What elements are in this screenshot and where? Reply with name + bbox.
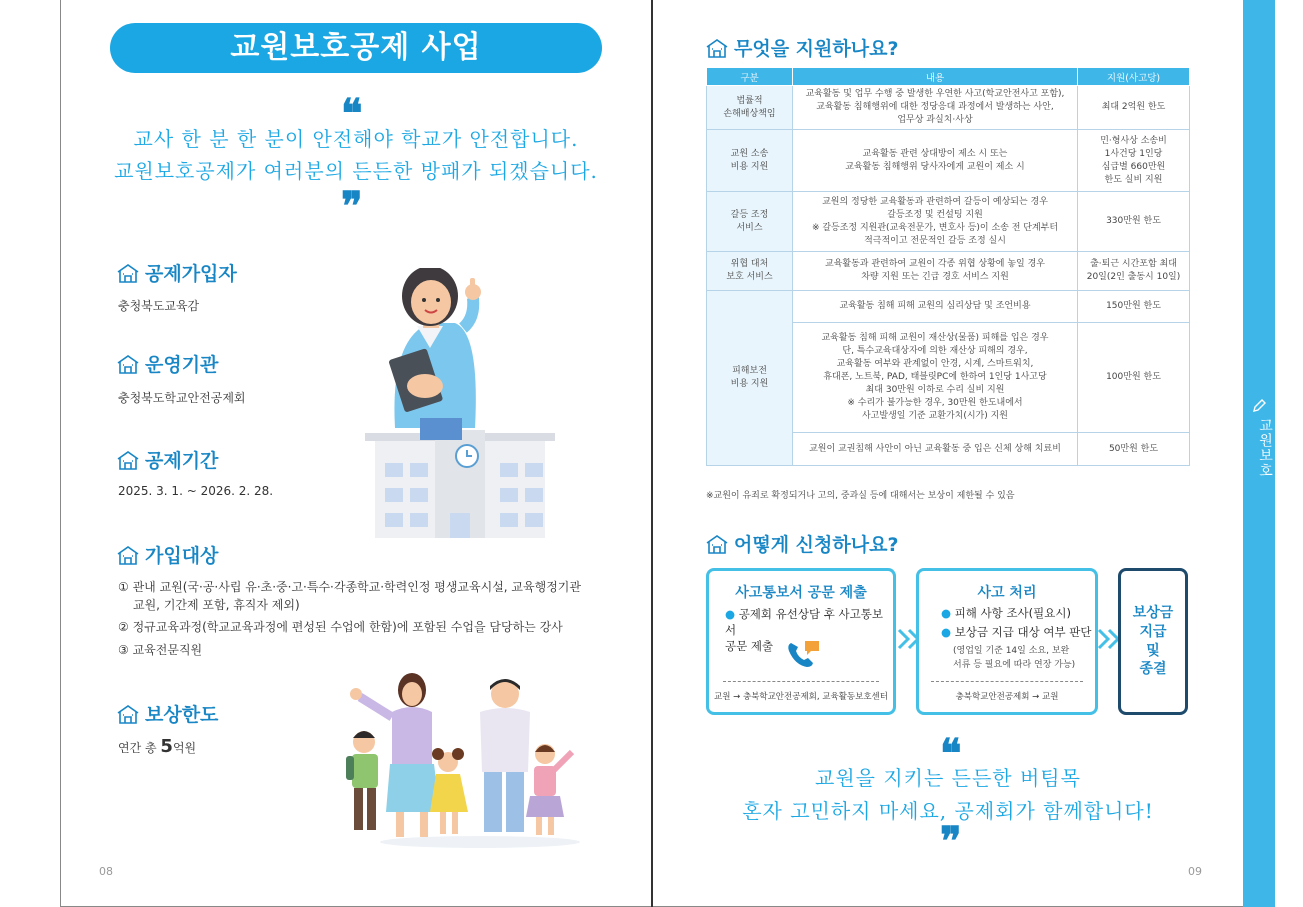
slogan-line-1: 교사 한 분 한 분이 안전해야 학교가 안전합니다. xyxy=(133,127,579,151)
school-icon xyxy=(117,263,139,283)
row-amount: 100만원 한도 xyxy=(1078,323,1190,433)
flow-step-2-divider xyxy=(931,681,1083,682)
table-header-content: 내용 xyxy=(793,68,1078,86)
table-footnote: ※교원이 유죄로 확정되거나 고의, 중과실 등에 대해서는 보상이 제한될 수 있음 xyxy=(706,491,1015,501)
section-operator-title: 운영기관 xyxy=(145,354,219,376)
flow-step-2 xyxy=(916,568,1098,715)
closing-line-2: 혼자 고민하지 마세요, 공제회가 함께합니다! xyxy=(742,799,1154,823)
subscriber-text: 충청북도교육감 xyxy=(118,299,200,313)
flow-step-2-item-1: ● 피해 사항 조사(필요시) xyxy=(941,606,1071,620)
operator-text: 충청북도학교안전공제회 xyxy=(118,391,246,405)
school-icon xyxy=(117,354,139,374)
section-apply-heading xyxy=(706,530,898,557)
side-tab xyxy=(1243,0,1275,907)
row-amount: 150만원 한도 xyxy=(1078,291,1190,323)
row-amount: 출·퇴근 시간포함 최대 20일(2인 출동시 10일) xyxy=(1078,252,1190,291)
teacher-school-illustration xyxy=(355,268,555,540)
phone-chat-icon xyxy=(785,639,821,671)
eligible-item-3: ③ 교육전문직원 xyxy=(118,643,203,657)
row-amount: 50만원 한도 xyxy=(1078,433,1190,466)
row-content: 교육활동 침해 피해 교원이 재산상(물품) 피해를 입은 경우 단, 특수교육대상자에 의한 재산상 피해의 경우, 교육활동 여부와 관계없이 안경, 시계, 스마트워치, 휴대폰, 노트북, PAD, 태블릿PC에 한하여 1인당 1사고당 최대 30만원 이하로 수리 실비 지원 ※ 수리가 불가능한 경우, 30만원 한도내에서 사고발생일 기준 교환가치(시가) 지원 xyxy=(793,323,1078,433)
table-header-category: 구분 xyxy=(707,68,793,86)
section-subscriber-heading xyxy=(117,259,237,286)
table-row xyxy=(707,130,1190,192)
school-icon xyxy=(706,534,728,554)
row-category: 갈등 조정 서비스 xyxy=(707,192,793,252)
section-support-heading xyxy=(706,34,898,61)
support-table xyxy=(706,67,1190,466)
school-icon xyxy=(117,450,139,470)
flow-step-1-footer: 교원 → 충북학교안전공제회, 교육활동보호센터 xyxy=(714,692,888,702)
page-number-right: 09 xyxy=(1188,865,1202,878)
family-illustration xyxy=(340,672,580,850)
table-row xyxy=(707,252,1190,291)
table-row xyxy=(707,86,1190,130)
row-amount: 민·형사상 소송비 1사건당 1인당 심급별 660만원 한도 실비 지원 xyxy=(1078,130,1190,192)
row-content: 교육활동 및 업무 수행 중 발생한 우연한 사고(학교안전사고 포함), 교육활동 침해행위에 대한 정당응대 과정에서 발생하는 사안, 업무상 과실치·사상 xyxy=(793,86,1078,130)
close-quote-icon: ❞ xyxy=(940,818,962,865)
row-content: 교육활동 관련 상대방이 제소 시 또는 교육활동 침해행위 당사자에게 교원이 제소 시 xyxy=(793,130,1078,192)
flow-step-2-note: (영업일 기준 14일 소요, 보완 서류 등 필요에 따라 연장 가능) xyxy=(953,646,1076,670)
row-category: 피해보전 비용 지원 xyxy=(707,291,793,466)
section-limit-heading xyxy=(117,700,218,727)
flow-step-1 xyxy=(706,568,896,715)
row-content: 교원의 정당한 교육활동과 관련하여 갈등이 예상되는 경우 갈등조정 및 컨설팅 지원 ※ 갈등조정 지원관(교육전문가, 변호사 등)이 소송 전 단계부터 적극적이고 전문적인 갈등 조정 실시 xyxy=(793,192,1078,252)
pencil-icon xyxy=(1251,398,1267,414)
eligible-item-2: ② 정규교육과정(학교교육과정에 편성된 수업에 한함)에 포함된 수업을 담당하는 강사 xyxy=(118,620,563,634)
slogan-line-2: 교원보호공제가 여러분의 든든한 방패가 되겠습니다. xyxy=(114,159,598,183)
open-quote-icon: ❝ xyxy=(341,90,363,137)
flow-step-2-item-2: ● 보상금 지급 대상 여부 판단 xyxy=(941,625,1092,639)
limit-text: 연간 총 5억원 xyxy=(118,736,197,757)
flow-step-1-divider xyxy=(723,681,879,682)
table-header-amount: 지원(사고당) xyxy=(1078,68,1190,86)
school-icon xyxy=(117,545,139,565)
row-content: 교원이 교권침해 사안이 아닌 교육활동 중 입은 신체 상해 치료비 xyxy=(793,433,1078,466)
table-row xyxy=(707,192,1190,252)
flow-step-2-title: 사고 처리 xyxy=(977,585,1037,601)
side-tab-label: 교원보호 xyxy=(1257,418,1273,478)
table-header-row xyxy=(707,68,1190,86)
open-quote-icon: ❝ xyxy=(940,730,962,777)
closing-line-1: 교원을 지키는 든든한 버팀목 xyxy=(815,766,1081,790)
row-category: 위협 대처 보호 서비스 xyxy=(707,252,793,291)
eligible-item-1: ① 관내 교원(국·공·사립 유·초·중·고·특수·각종학교·학력인정 평생교육시설, 교육행정기관 xyxy=(118,580,581,594)
school-icon xyxy=(706,38,728,58)
section-eligible-title: 가입대상 xyxy=(145,545,219,567)
page-number-left: 08 xyxy=(99,865,113,878)
section-period-title: 공제기간 xyxy=(145,450,219,472)
row-content: 교육활동 침해 피해 교원의 심리상담 및 조언비용 xyxy=(793,291,1078,323)
section-operator-heading xyxy=(117,350,218,377)
page-divider xyxy=(651,0,653,907)
section-eligible-heading xyxy=(117,541,218,568)
row-content: 교육활동과 관련하여 교원이 각종 위협 상황에 놓일 경우 차량 지원 또는 긴급 경호 서비스 지원 xyxy=(793,252,1078,291)
section-support-title: 무엇을 지원하나요? xyxy=(734,38,899,60)
flow-step-1-item: ● 공제회 유선상담 후 사고통보서 공문 제출 xyxy=(725,607,883,654)
period-text: 2025. 3. 1. ~ 2026. 2. 28. xyxy=(118,484,274,498)
flow-step-1-title: 사고통보서 공문 제출 xyxy=(735,585,867,601)
flow-step-3: 보상금 지급 및 종결 xyxy=(1118,568,1188,715)
page-title: 교원보호공제 사업 xyxy=(110,23,602,73)
section-subscriber-title: 공제가입자 xyxy=(145,263,237,285)
section-apply-title: 어떻게 신청하나요? xyxy=(734,534,899,556)
close-quote-icon: ❞ xyxy=(341,183,363,230)
row-amount: 최대 2억원 한도 xyxy=(1078,86,1190,130)
row-amount: 330만원 한도 xyxy=(1078,192,1190,252)
school-icon xyxy=(117,704,139,724)
section-limit-title: 보상한도 xyxy=(145,704,219,726)
flow-step-2-footer: 충북학교안전공제회 → 교원 xyxy=(955,692,1059,702)
row-category: 법률적 손해배상책임 xyxy=(707,86,793,130)
section-period-heading xyxy=(117,446,218,473)
eligible-item-1-cont: 교원, 기간제 포함, 휴직자 제외) xyxy=(133,598,300,612)
table-row xyxy=(707,291,1190,323)
row-category: 교원 소송 비용 지원 xyxy=(707,130,793,192)
